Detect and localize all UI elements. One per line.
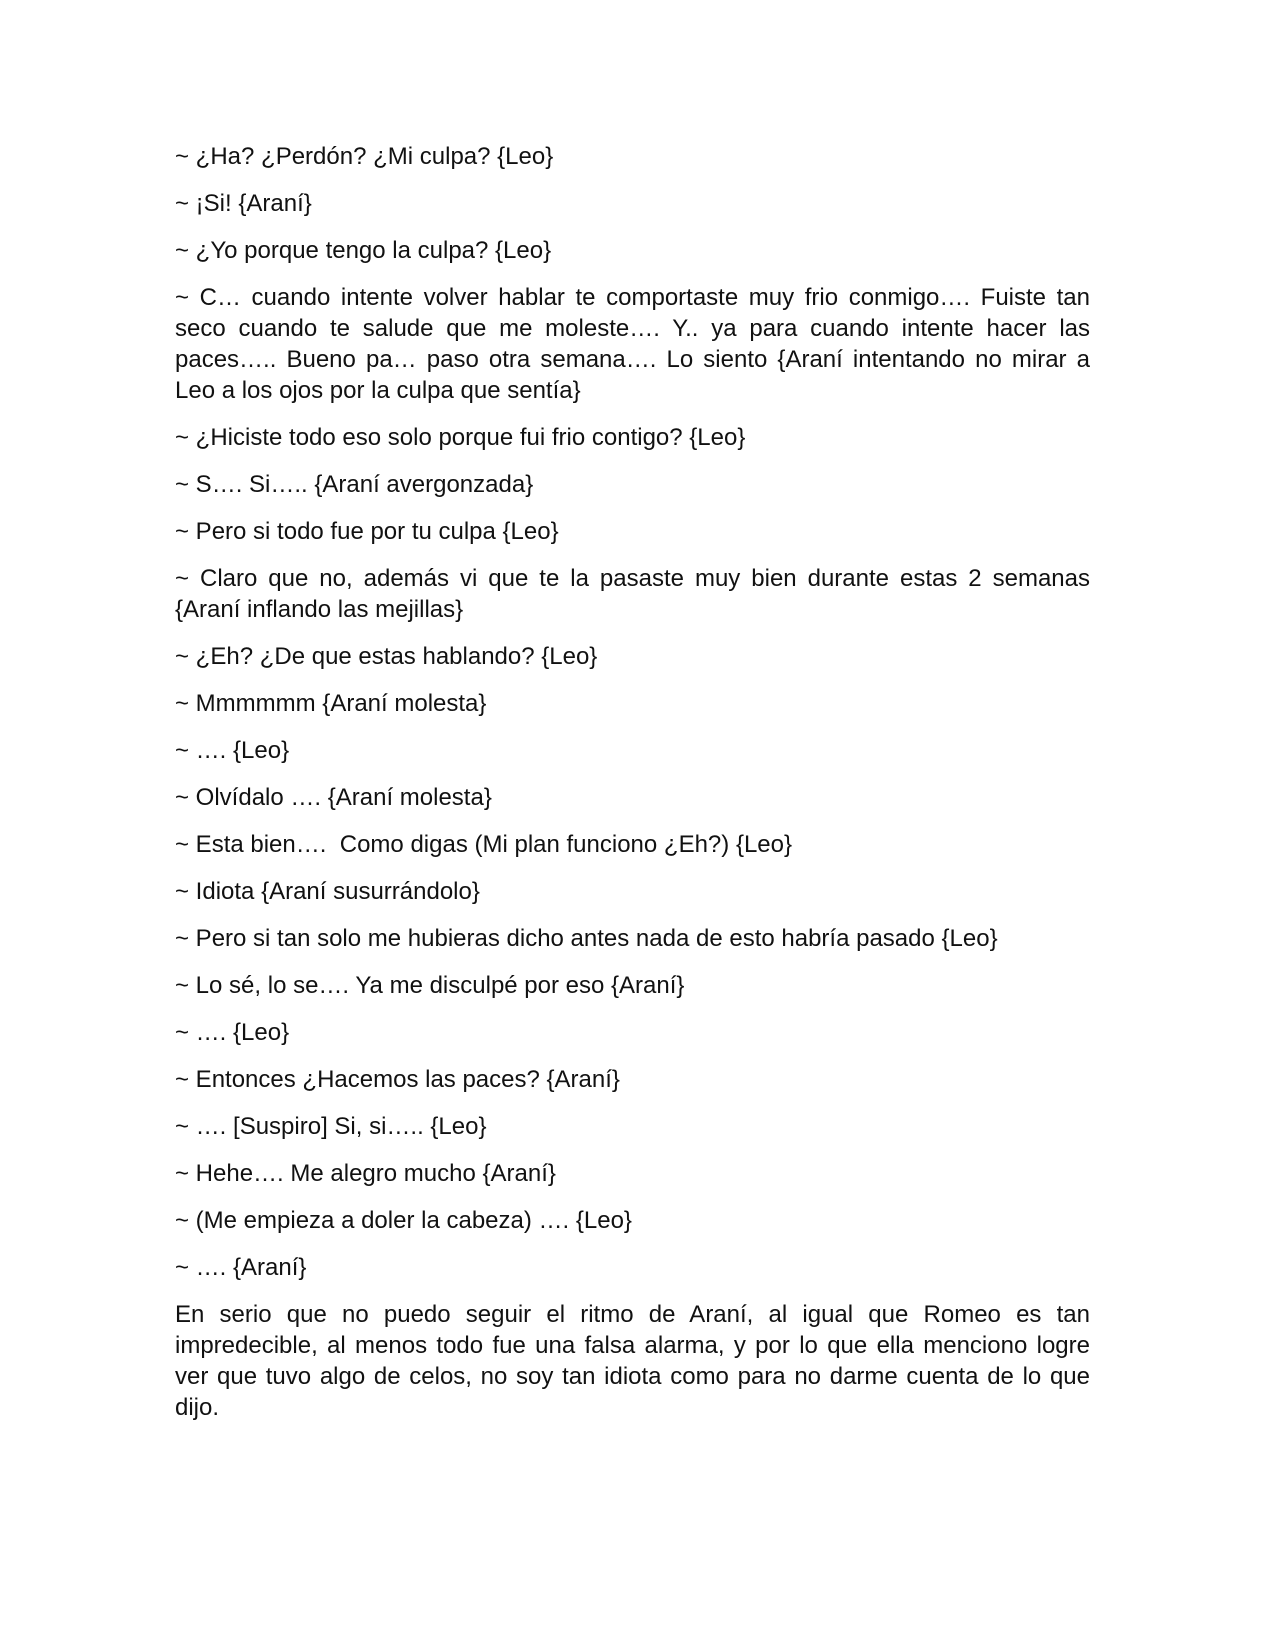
dialogue-line: ~ Mmmmmm {Araní molesta} — [175, 690, 487, 717]
dialogue-line: ~ (Me empieza a doler la cabeza) …. {Leo} — [175, 1207, 632, 1234]
dialogue-line: ~ Pero si todo fue por tu culpa {Leo} — [175, 518, 559, 545]
dialogue-line: ~ ¿Eh? ¿De que estas hablando? {Leo} — [175, 643, 598, 670]
dialogue-line: ~ Pero si tan solo me hubieras dicho antes nada de esto habría pasado {Leo} — [175, 925, 998, 952]
dialogue-line: ~ Hehe…. Me alegro mucho {Araní} — [175, 1160, 556, 1187]
dialogue-line: ~ ¿Hiciste todo eso solo porque fui frio contigo? {Leo} — [175, 424, 746, 451]
dialogue-line: ~ ¿Yo porque tengo la culpa? {Leo} — [175, 237, 552, 264]
dialogue-line: ~ Idiota {Araní susurrándolo} — [175, 878, 480, 905]
dialogue-line: ~ …. {Leo} — [175, 1019, 290, 1046]
dialogue-line: ~ ¿Ha? ¿Perdón? ¿Mi culpa? {Leo} — [175, 143, 554, 170]
dialogue-line: ~ ¡Si! {Araní} — [175, 190, 312, 217]
dialogue-line: ~ Entonces ¿Hacemos las paces? {Araní} — [175, 1066, 620, 1093]
dialogue-line: ~ …. {Araní} — [175, 1254, 307, 1281]
dialogue-line: ~ Claro que no, además vi que te la pasaste muy bien durante estas 2 semanas {Araní inflando las mejillas} — [175, 565, 1090, 623]
dialogue-line: ~ …. [Suspiro] Si, si….. {Leo} — [175, 1113, 487, 1140]
dialogue-line: ~ Lo sé, lo se…. Ya me disculpé por eso {Araní} — [175, 972, 685, 999]
dialogue-line: ~ …. {Leo} — [175, 737, 290, 764]
document-page — [175, 141, 1090, 1439]
dialogue-line: ~ Esta bien…. Como digas (Mi plan funciono ¿Eh?) {Leo} — [175, 831, 793, 858]
dialogue-line: ~ Olvídalo …. {Araní molesta} — [175, 784, 492, 811]
dialogue-line: ~ C… cuando intente volver hablar te comportaste muy frio conmigo…. Fuiste tan seco cuando te salude que me moleste…. Y.. ya para cuando intente hacer las paces….. Bueno pa… paso otra semana…. Lo siento {Araní intentando no mirar a Leo a los ojos por la culpa que sentía} — [175, 284, 1090, 404]
dialogue-line: ~ S…. Si….. {Araní avergonzada} — [175, 471, 534, 498]
closing-paragraph: En serio que no puedo seguir el ritmo de Araní, al igual que Romeo es tan impredecible, al menos todo fue una falsa alarma, y por lo que ella menciono logre ver que tuvo algo de celos, no soy tan idiota como para no darme cuenta de lo que dijo. — [175, 1301, 1090, 1421]
